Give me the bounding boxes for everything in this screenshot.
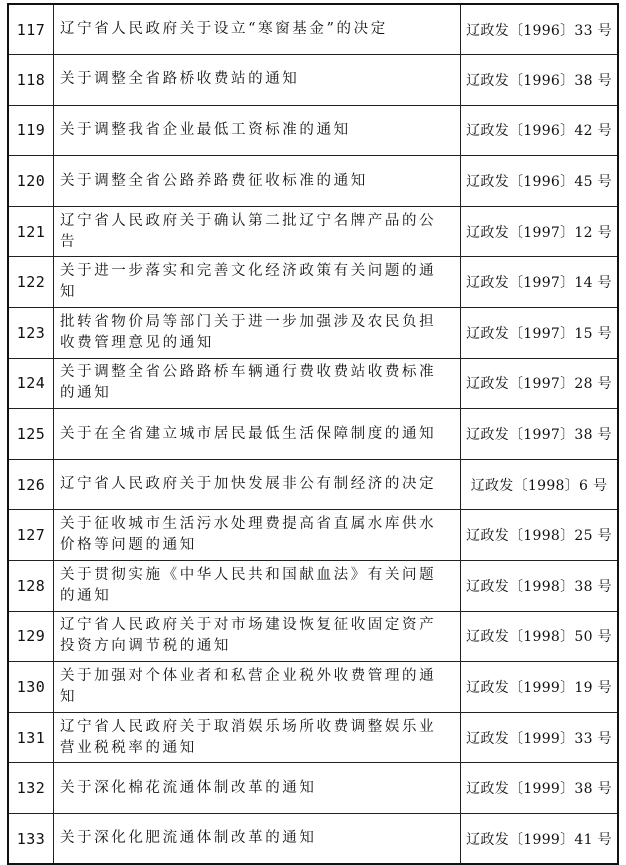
table-row	[8, 206, 618, 257]
table-row	[8, 257, 618, 308]
document-title: 关于调整全省公路路桥车辆通行费收费站收费标准的通知	[54, 358, 461, 409]
document-title: 关于调整全省公路养路费征收标准的通知	[54, 156, 461, 207]
row-number: 122	[8, 257, 54, 308]
document-number: 辽政发〔1999〕38 号	[461, 763, 619, 814]
row-number: 125	[8, 409, 54, 460]
row-number: 117	[8, 4, 54, 55]
row-number: 133	[8, 814, 54, 865]
row-number: 123	[8, 308, 54, 359]
document-number: 辽政发〔1997〕38 号	[461, 409, 619, 460]
table-row	[8, 561, 618, 612]
document-title: 关于深化化肥流通体制改革的通知	[54, 814, 461, 865]
row-number: 126	[8, 459, 54, 510]
table-body	[8, 4, 618, 864]
document-title: 关于加强对个体业者和私营企业税外收费管理的通知	[54, 662, 461, 713]
document-number: 辽政发〔1996〕33 号	[461, 4, 619, 55]
table-row	[8, 105, 618, 156]
document-title: 关于征收城市生活污水处理费提高省直属水库供水价格等问题的通知	[54, 510, 461, 561]
row-number: 124	[8, 358, 54, 409]
document-title: 辽宁省人民政府关于设立“寒窗基金”的决定	[54, 4, 461, 55]
document-number: 辽政发〔1997〕14 号	[461, 257, 619, 308]
document-number: 辽政发〔1997〕15 号	[461, 308, 619, 359]
table-row	[8, 611, 618, 662]
document-number: 辽政发〔1996〕42 号	[461, 105, 619, 156]
row-number: 132	[8, 763, 54, 814]
document-number: 辽政发〔1999〕33 号	[461, 712, 619, 763]
document-title: 关于在全省建立城市居民最低生活保障制度的通知	[54, 409, 461, 460]
document-number: 辽政发〔1999〕41 号	[461, 814, 619, 865]
document-title: 关于深化棉花流通体制改革的通知	[54, 763, 461, 814]
document-title: 关于进一步落实和完善文化经济政策有关问题的通知	[54, 257, 461, 308]
table-row	[8, 814, 618, 865]
document-title: 辽宁省人民政府关于对市场建设恢复征收固定资产投资方向调节税的通知	[54, 611, 461, 662]
row-number: 128	[8, 561, 54, 612]
document-title: 辽宁省人民政府关于取消娱乐场所收费调整娱乐业营业税税率的通知	[54, 712, 461, 763]
table-row	[8, 4, 618, 55]
row-number: 129	[8, 611, 54, 662]
table-row	[8, 763, 618, 814]
row-number: 130	[8, 662, 54, 713]
document-title: 辽宁省人民政府关于加快发展非公有制经济的决定	[54, 459, 461, 510]
document-number: 辽政发〔1998〕6 号	[461, 459, 619, 510]
table-row	[8, 156, 618, 207]
document-title: 辽宁省人民政府关于确认第二批辽宁名牌产品的公告	[54, 206, 461, 257]
document-title: 关于贯彻实施《中华人民共和国献血法》有关问题的通知	[54, 561, 461, 612]
table-row	[8, 358, 618, 409]
table-row	[8, 409, 618, 460]
document-title: 关于调整我省企业最低工资标准的通知	[54, 105, 461, 156]
row-number: 119	[8, 105, 54, 156]
row-number: 131	[8, 712, 54, 763]
document-table	[7, 3, 619, 865]
document-number: 辽政发〔1998〕25 号	[461, 510, 619, 561]
table-row	[8, 55, 618, 106]
table-row	[8, 712, 618, 763]
document-number: 辽政发〔1998〕38 号	[461, 561, 619, 612]
document-number: 辽政发〔1996〕45 号	[461, 156, 619, 207]
table-row	[8, 308, 618, 359]
table-row	[8, 459, 618, 510]
row-number: 127	[8, 510, 54, 561]
document-number: 辽政发〔1997〕28 号	[461, 358, 619, 409]
document-number: 辽政发〔1996〕38 号	[461, 55, 619, 106]
document-title: 关于调整全省路桥收费站的通知	[54, 55, 461, 106]
document-number: 辽政发〔1997〕12 号	[461, 206, 619, 257]
table-row	[8, 662, 618, 713]
row-number: 121	[8, 206, 54, 257]
document-title: 批转省物价局等部门关于进一步加强涉及农民负担收费管理意见的通知	[54, 308, 461, 359]
document-number: 辽政发〔1999〕19 号	[461, 662, 619, 713]
document-number: 辽政发〔1998〕50 号	[461, 611, 619, 662]
table-row	[8, 510, 618, 561]
row-number: 120	[8, 156, 54, 207]
row-number: 118	[8, 55, 54, 106]
